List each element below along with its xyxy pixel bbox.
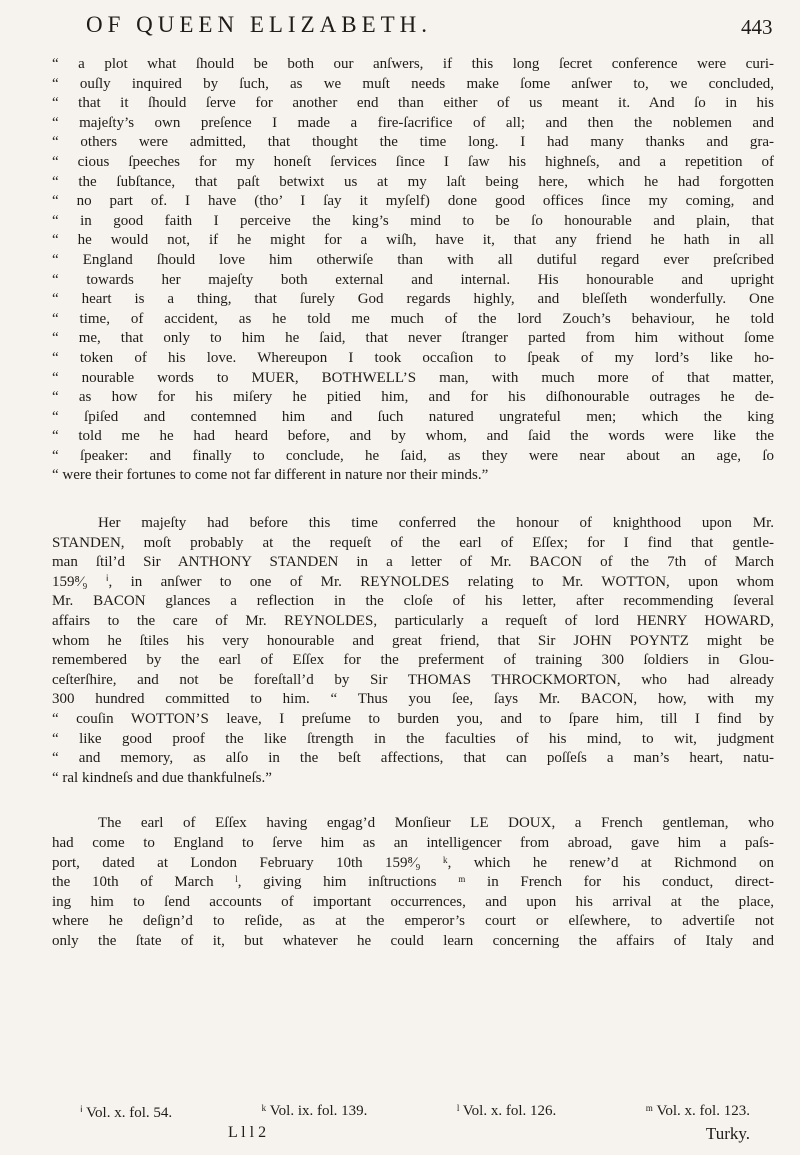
paragraph-standen <box>52 514 774 788</box>
signature-mark: L l l 2 <box>228 1124 267 1141</box>
text-line: port, dated at London February 10th 159⁸⁄₉ ᵏ, which he renew’d at Richmond on <box>52 854 774 871</box>
text-line: “ towards her majeſty both external and internal. His honourable and upright <box>52 271 774 288</box>
text-line: “ like good proof the like ſtrength in the faculties of his mind, to wit, judgment <box>52 730 774 747</box>
text-line: “ ſpiſed and contemned him and ſuch natured ungrateful men; which the king <box>52 408 774 425</box>
text-line: Her majeſty had before this time conferred the honour of knighthood upon Mr. <box>98 515 774 532</box>
text-line: affairs to the care of Mr. REYNOLDES, particularly a requeſt of lord HENRY HOWARD, <box>52 613 774 630</box>
text-line: “ ouſly inquired by ſuch, as we muſt needs make ſome anſwer to, we concluded, <box>52 75 774 92</box>
text-line: “ ral kindneſs and due thankfulneſs.” <box>52 769 272 786</box>
text-line: The earl of Eſſex having engag’d Monſieur LE DOUX, a French gentleman, who <box>98 815 774 832</box>
text-line: “ in good faith I perceive the king’s mind to be ſo honourable and plain, that <box>52 212 774 229</box>
footnote-i: ⁱ Vol. x. fol. 54. <box>80 1105 173 1121</box>
text-line: “ a plot what ſhould be both our anſwers, if this long ſecret conference were curi- <box>52 56 774 72</box>
page-header <box>0 8 800 48</box>
text-line: only the ſtate of it, but whatever he could learn concerning the affairs of Italy and <box>52 932 774 949</box>
paragraph-le-doux <box>52 814 774 951</box>
page-number: 443 <box>741 15 773 39</box>
text-line: man ſtil’d Sir ANTHONY STANDEN in a letter of Mr. BACON of the 7th of March <box>52 554 774 571</box>
text-line: “ me, that only to him he ſaid, that never ſtranger parted from him without ſome <box>52 330 774 347</box>
text-line: “ nourable words to MUER, BOTHWELL’S man, with much more of that matter, <box>52 369 774 386</box>
text-line: “ majeſty’s own preſence I made a fire-ſacrifice of all; and then the noblemen and <box>52 114 774 131</box>
text-line: “ the ſubſtance, that paſt betwixt us at my laſt being here, which he had forgotten <box>52 173 774 190</box>
footnote-k: ᵏ Vol. ix. fol. 139. <box>261 1103 368 1119</box>
text-line: “ token of his love. Whereupon I took occaſion to ſpeak of my lord’s like ho- <box>52 349 774 366</box>
footnote-m: ᵐ Vol. x. fol. 123. <box>645 1103 750 1119</box>
text-line: “ couſin WOTTON’S leave, I preſume to burden you, and to ſpare him, till I find by <box>52 711 774 727</box>
text-line: “ he would not, if he might for a wiſh, have it, that any friend he hath in all <box>52 232 774 249</box>
paragraph-letter-quote <box>52 55 774 486</box>
body-text <box>52 55 774 952</box>
running-title: OF QUEEN ELIZABETH. <box>86 12 433 37</box>
text-line: “ time, of accident, as he told me much of the lord Zouch’s behaviour, he told <box>52 310 774 327</box>
text-line: Mr. BACON glances a reflection in the cloſe of his letter, after recommending ſeveral <box>52 593 774 610</box>
text-line: “ and memory, as alſo in the beſt affections, that can poſſeſs a man’s heart, natu- <box>52 750 774 767</box>
text-line: remembered by the earl of Eſſex for the preferment of training 300 ſoldiers in Glou- <box>52 652 774 669</box>
text-line: “ that it ſhould ſerve for another end than either of us meant it. And ſo in his <box>52 95 774 112</box>
text-line: “ were their fortunes to come not far different in nature nor their minds.” <box>52 467 489 484</box>
text-line: STANDEN, moſt probably at the requeſt of the earl of Eſſex; for I find that gentle- <box>52 534 774 551</box>
text-line: 159⁸⁄₉ ⁱ, in anſwer to one of Mr. REYNOLDES relating to Mr. WOTTON, upon whom <box>52 573 774 590</box>
text-line: “ others were admitted, that thought the time long. I had many thanks and gra- <box>52 134 774 151</box>
text-line: whom he ſtiles his very honourable and great friend, that Sir JOHN POYNTZ might be <box>52 632 774 649</box>
text-line: had come to England to ſerve him as an intelligencer from abroad, gave him a paſs- <box>52 834 774 851</box>
text-line: the 10th of March ˡ, giving him inſtructions ᵐ in French for his conduct, direct- <box>52 874 774 891</box>
footnote-l: ˡ Vol. x. fol. 126. <box>456 1103 557 1119</box>
text-line: “ heart is a thing, that ſurely God regards highly, and bleſſeth wonderfully. One <box>52 291 774 308</box>
text-line: “ England ſhould love him otherwiſe than with all dutiful regard ever preſcribed <box>52 251 774 268</box>
text-line: “ no part of. I have (tho’ I ſay it myſelf) done good offices ſince my coming, and <box>52 193 774 210</box>
text-line: “ ſpeaker: and finally to conclude, he ſaid, as they were near about an age, ſo <box>52 447 774 464</box>
text-line: ceſterſhire, and not be foreſtall’d by Sir THOMAS THROCKMORTON, who had already <box>52 671 774 688</box>
text-line: where he deſign’d to reſide, as at the emperor’s court or elſewhere, to advertiſe not <box>52 913 774 930</box>
footnote-row <box>80 1103 750 1122</box>
text-line: 300 hundred committed to him. “ Thus you ſee, ſays Mr. BACON, how, with my <box>52 691 774 708</box>
text-line: “ cious ſpeeches for my honeſt ſervices ſince I ſaw his highneſs, and a repetition of <box>52 153 774 170</box>
text-line: “ told me he had heard before, and by whom, and ſaid the words were like the <box>52 428 774 445</box>
page-foot-row <box>80 1124 750 1144</box>
catchword: Turky. <box>705 1124 750 1143</box>
text-line: ing him to ſend accounts of important occurrences, and upon his arrival at the place, <box>52 893 774 910</box>
footnotes <box>80 1103 750 1144</box>
text-line: “ as how for his miſery he pitied him, and for his diſhonourable outrages he de- <box>52 389 774 406</box>
